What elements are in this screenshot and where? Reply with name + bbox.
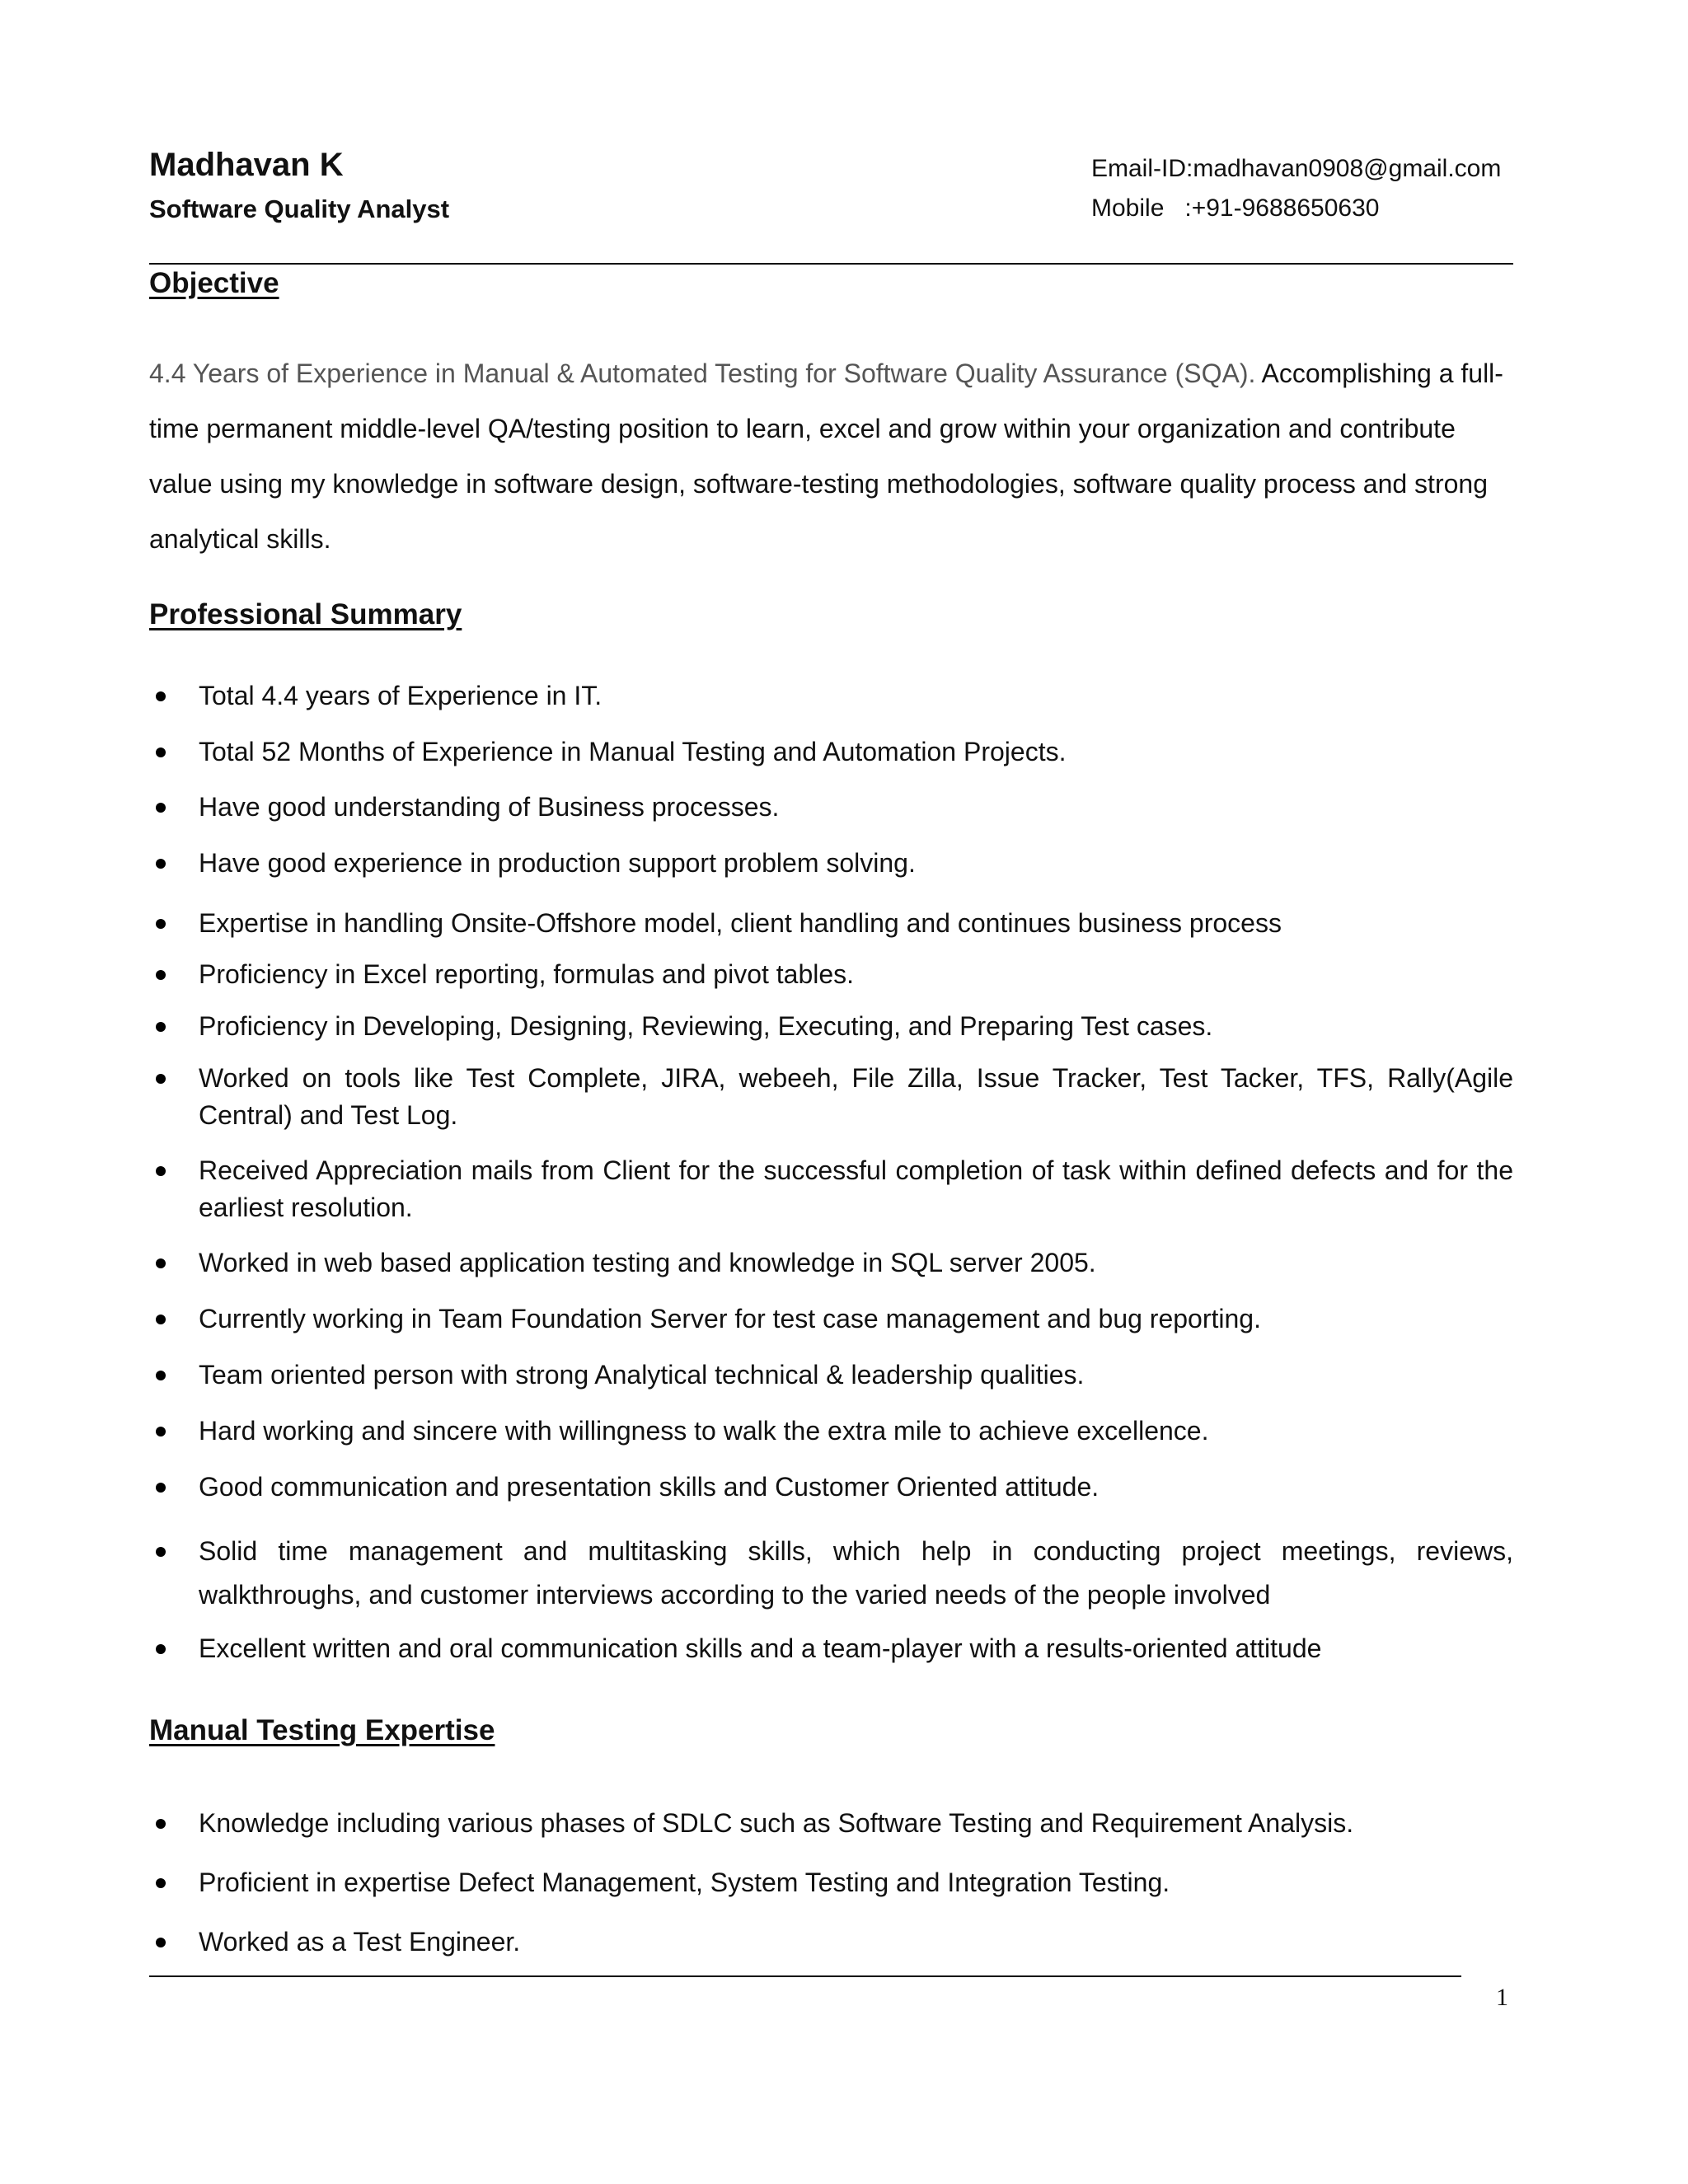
candidate-name: Madhavan K <box>149 147 344 183</box>
list-item: Proficiency in Developing, Designing, Reviewing, Executing, and Preparing Test cases. <box>149 1008 1513 1045</box>
bullet-icon <box>156 919 166 929</box>
objective-heading: Objective <box>149 267 279 299</box>
bullet-icon <box>156 1819 166 1829</box>
list-item: Total 4.4 years of Experience in IT. <box>149 677 1513 715</box>
bullet-icon <box>156 1258 166 1268</box>
candidate-role: Software Quality Analyst <box>149 194 450 223</box>
list-item: Excellent written and oral communication skills and a team-player with a results-oriented attitude <box>149 1630 1513 1667</box>
page-number: 1 <box>1496 1984 1508 2011</box>
list-item: Worked as a Test Engineer. <box>149 1924 1513 1961</box>
bullet-icon <box>156 1483 166 1493</box>
list-item: Good communication and presentation skills and Customer Oriented attitude. <box>149 1469 1513 1506</box>
header-divider <box>149 263 1513 265</box>
list-item: Proficient in expertise Defect Management, System Testing and Integration Testing. <box>149 1864 1513 1901</box>
bullet-icon <box>156 748 166 757</box>
list-item: Currently working in Team Foundation Server for test case management and bug reporting. <box>149 1301 1513 1338</box>
bullet-icon <box>156 1371 166 1380</box>
footer-divider <box>149 1975 1461 1977</box>
bullet-icon <box>156 691 166 701</box>
list-item: Solid time management and multitasking skills, which help in conducting project meetings, reviews, walkthroughs, and customer interviews according to the varied needs of the people involved <box>149 1530 1513 1617</box>
bullet-icon <box>156 1547 166 1557</box>
bullet-icon <box>156 1166 166 1176</box>
list-item: Worked in web based application testing and knowledge in SQL server 2005. <box>149 1244 1513 1282</box>
contact-email: Email-ID:madhavan0908@gmail.com <box>1091 155 1502 182</box>
bullet-icon <box>156 803 166 813</box>
list-item: Total 52 Months of Experience in Manual Testing and Automation Projects. <box>149 733 1513 771</box>
bullet-icon <box>156 859 166 869</box>
professional-summary-heading: Professional Summary <box>149 598 462 630</box>
list-item: Worked on tools like Test Complete, JIRA, webeeh, File Zilla, Issue Tracker, Test Tacker, TFS, Rally(Agile Central) and Test Log. <box>149 1060 1513 1134</box>
objective-text: Accomplishing a full-time permanent middle-level QA/testing position to learn, excel and grow within your organization and contribute value using my knowledge in software design, software-testing methodologies, software quality process and strong analytical skills. <box>149 359 1503 554</box>
bullet-icon <box>156 970 166 980</box>
list-item: Hard working and sincere with willingness to walk the extra mile to achieve excellence. <box>149 1413 1513 1450</box>
objective-paragraph <box>149 346 1513 567</box>
list-item: Team oriented person with strong Analytical technical & leadership qualities. <box>149 1357 1513 1394</box>
list-item: Proficiency in Excel reporting, formulas and pivot tables. <box>149 956 1513 993</box>
bullet-icon <box>156 1022 166 1032</box>
bullet-icon <box>156 1315 166 1324</box>
bullet-icon <box>156 1427 166 1436</box>
list-item: Expertise in handling Onsite-Offshore model, client handling and continues business process <box>149 905 1513 942</box>
contact-mobile: Mobile :+91-9688650630 <box>1091 194 1380 222</box>
manual-testing-heading: Manual Testing Expertise <box>149 1714 495 1746</box>
list-item: Have good experience in production support problem solving. <box>149 845 1513 882</box>
objective-lead: 4.4 Years of Experience in Manual & Automated Testing for Software Quality Assurance (SQA). <box>149 359 1256 388</box>
bullet-icon <box>156 1938 166 1947</box>
list-item: Knowledge including various phases of SDLC such as Software Testing and Requirement Analysis. <box>149 1805 1513 1842</box>
bullet-icon <box>156 1644 166 1654</box>
list-item: Have good understanding of Business processes. <box>149 789 1513 826</box>
list-item: Received Appreciation mails from Client for the successful completion of task within defined defects and for the earliest resolution. <box>149 1152 1513 1226</box>
bullet-icon <box>156 1074 166 1084</box>
bullet-icon <box>156 1878 166 1888</box>
